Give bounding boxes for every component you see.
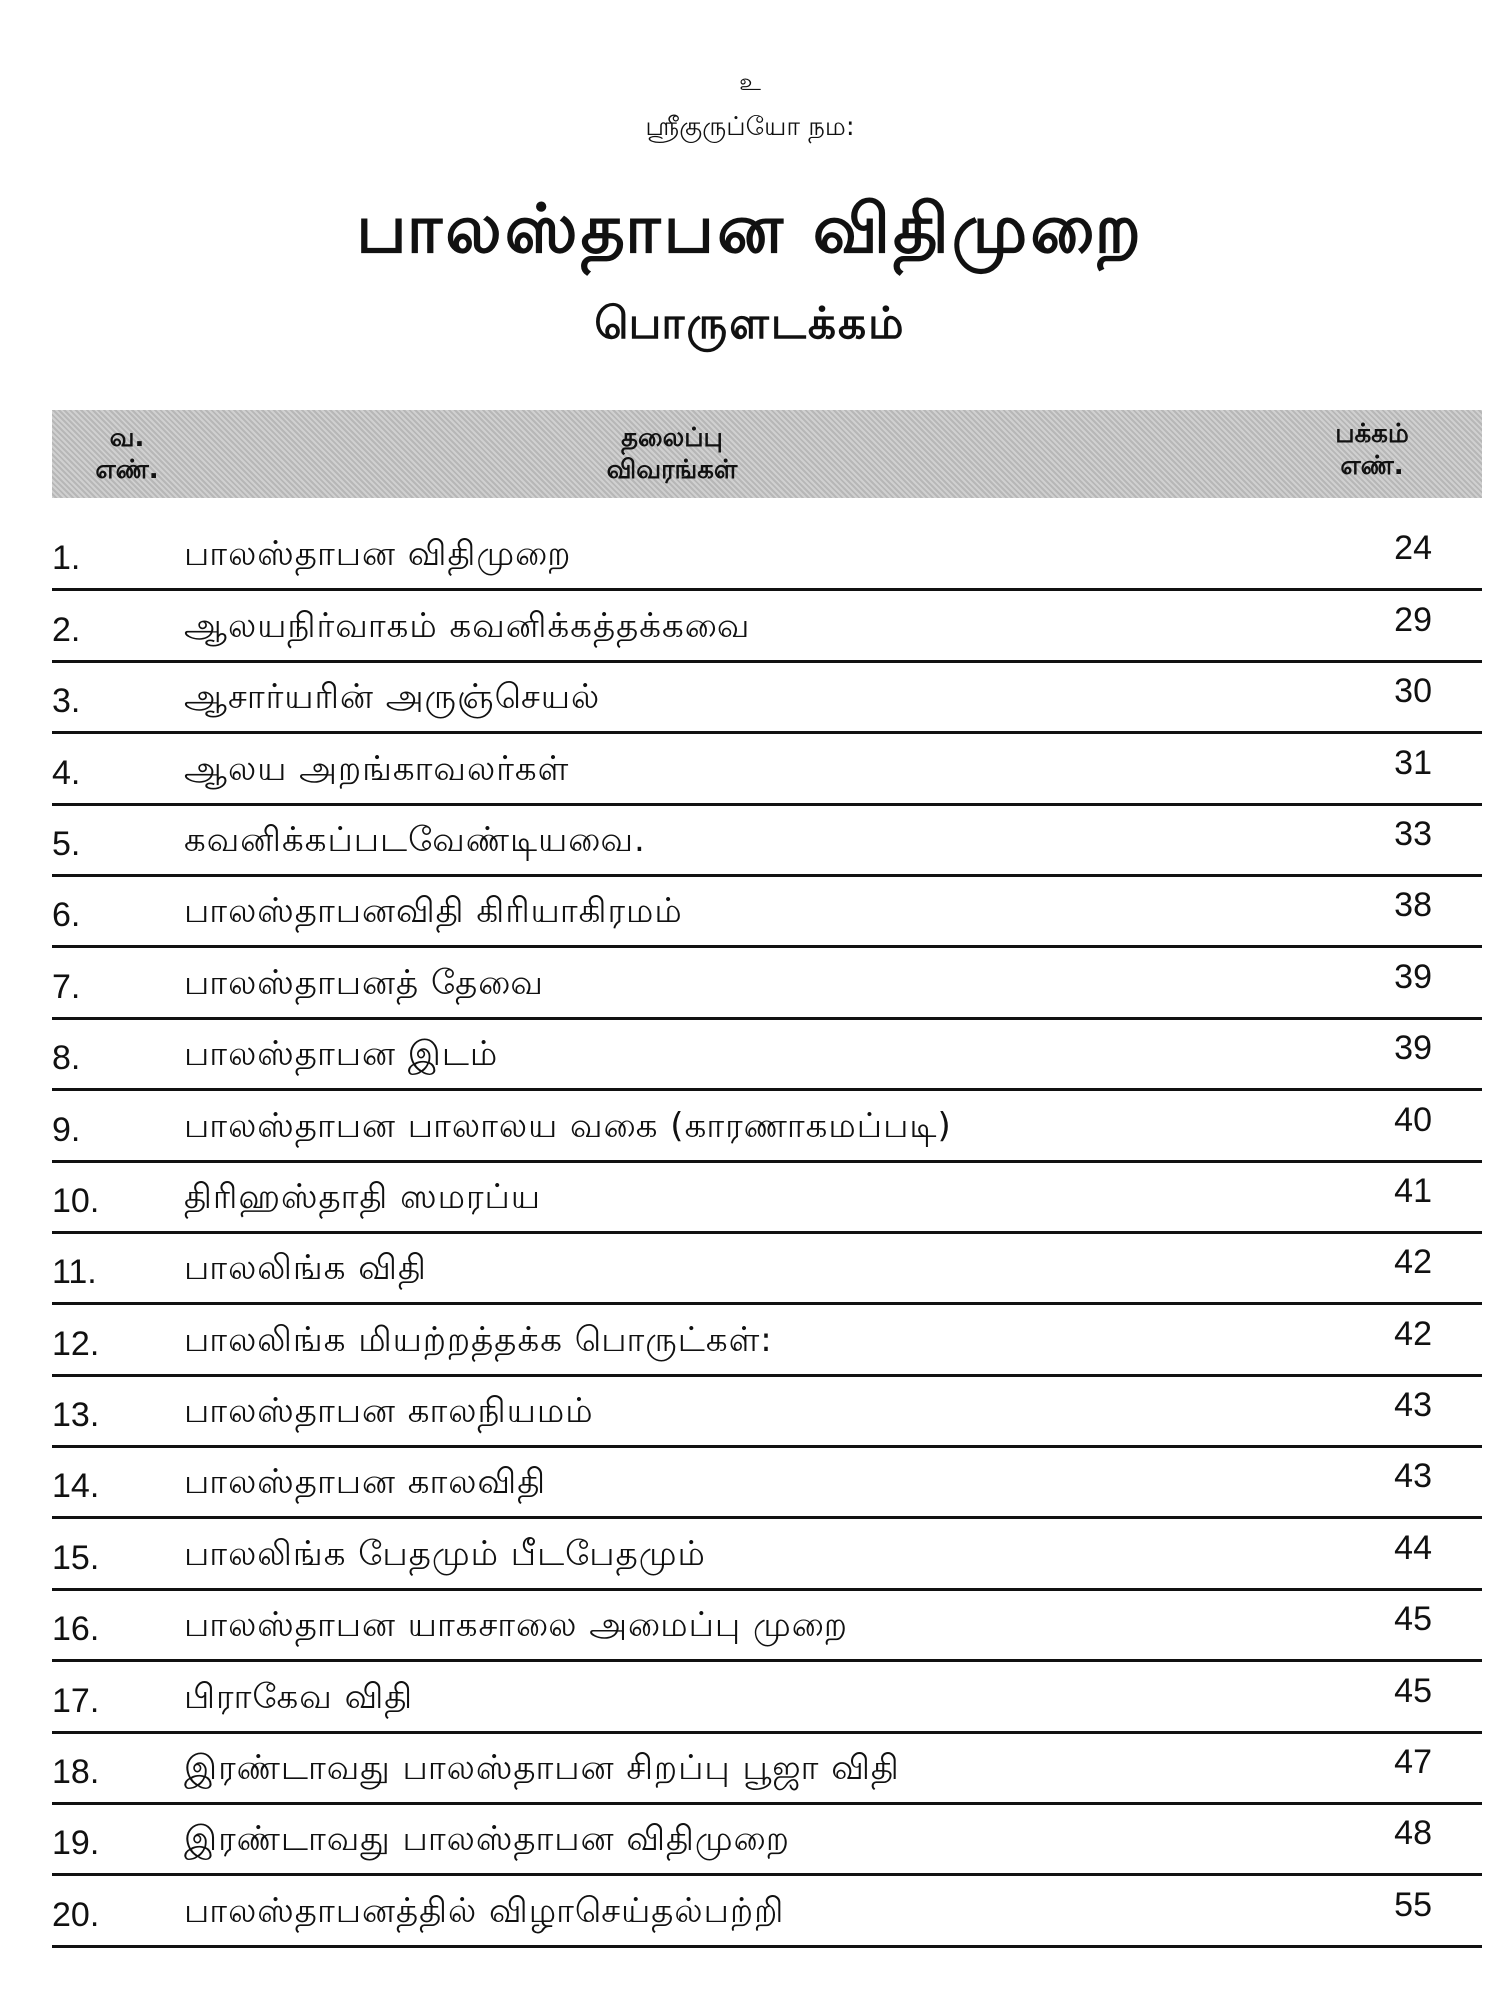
toc-row [52,1163,1482,1234]
toc-entry-page: 41 [1394,1171,1432,1210]
toc-entry-number: 1. [52,539,81,578]
toc-row [52,1020,1482,1091]
toc-entry-number: 17. [52,1681,100,1720]
header-title-line1: தலைப்பு [621,423,723,453]
toc-entry-page: 43 [1394,1386,1432,1425]
toc-entry-page: 38 [1394,886,1432,925]
toc-row [52,520,1482,591]
toc-row [52,877,1482,948]
toc-entry-number: 5. [52,824,81,863]
toc-entry-number: 9. [52,1110,81,1149]
toc-entry-title: பாலஸ்தாபன யாகசாலை அமைப்பு முறை [184,1605,849,1646]
table-header [52,410,1482,498]
toc-entry-page: 29 [1394,600,1432,639]
toc-entry-page: 33 [1394,814,1432,853]
toc-row [52,1234,1482,1305]
toc-row [52,1876,1482,1947]
toc-entry-number: 18. [52,1753,100,1792]
toc-entry-title: ஆசார்யரின் அருஞ்செயல் [184,677,601,718]
toc-entry-page: 45 [1394,1600,1432,1639]
toc-entry-number: 4. [52,753,81,792]
toc-entry-number: 14. [52,1467,100,1506]
toc-entry-page: 31 [1394,743,1432,782]
toc-entry-number: 10. [52,1181,100,1220]
toc-entry-number: 6. [52,896,81,935]
toc-row [52,1662,1482,1733]
toc-entry-title: திரிஹஸ்தாதி ஸமரப்ய [184,1176,541,1217]
toc-entry-title: கவனிக்கப்படவேண்டியவை. [184,819,646,860]
toc-entry-title: பாலஸ்தாபன காலநியமம் [184,1391,594,1432]
toc-entry-page: 39 [1394,957,1432,996]
toc-row [52,1448,1482,1519]
toc-entry-page: 45 [1394,1671,1432,1710]
toc-entry-number: 2. [52,610,81,649]
toc-entry-page: 44 [1394,1528,1432,1567]
toc-entry-number: 20. [52,1895,100,1934]
toc-entry-title: பிராகேவ விதி [184,1676,414,1717]
toc-row [52,806,1482,877]
toc-entry-title: பாலஸ்தாபன விதிமுறை [184,534,572,575]
header-page-column [1272,418,1472,482]
toc-entry-title: ஆலயநிர்வாகம் கவனிக்கத்தக்கவை [184,605,751,646]
toc-entry-title: பாலஸ்தாபனவிதி கிரியாகிரமம் [184,891,683,932]
toc-row [52,1519,1482,1590]
table-of-contents [52,520,1482,1948]
toc-row [52,1305,1482,1376]
header-page-line1: பக்கம் [1335,419,1409,449]
toc-entry-number: 13. [52,1396,100,1435]
toc-entry-page: 47 [1394,1743,1432,1782]
toc-entry-number: 19. [52,1824,100,1863]
toc-row [52,1377,1482,1448]
toc-entry-title: பாலஸ்தாபனத் தேவை [184,962,544,1003]
header-number-line1: வ. [109,423,145,453]
toc-row [52,948,1482,1019]
toc-row [52,734,1482,805]
toc-entry-title: பாலஸ்தாபன காலவிதி [184,1462,547,1503]
toc-entry-page: 39 [1394,1029,1432,1068]
invocation-symbol: உ [739,68,761,96]
toc-entry-title: பாலலிங்க விதி [184,1248,427,1289]
toc-entry-page: 48 [1394,1814,1432,1853]
toc-row [52,1734,1482,1805]
toc-entry-page: 43 [1394,1457,1432,1496]
toc-entry-title: பாலஸ்தாபன இடம் [184,1034,499,1075]
toc-entry-number: 16. [52,1610,100,1649]
toc-entry-page: 42 [1394,1314,1432,1353]
header-title-column [442,422,902,486]
toc-entry-title: இரண்டாவது பாலஸ்தாபன விதிமுறை [184,1819,790,1860]
toc-entry-number: 15. [52,1538,100,1577]
toc-row [52,663,1482,734]
toc-entry-title: பாலலிங்க மியற்றத்தக்க பொருட்கள்: [184,1319,773,1360]
toc-entry-number: 12. [52,1324,100,1363]
toc-entry-number: 8. [52,1039,81,1078]
contents-heading: பொருளடக்கம் [594,298,906,349]
toc-entry-number: 3. [52,682,81,721]
page-title: பாலஸ்தாபன விதிமுறை [356,190,1144,269]
toc-row [52,1591,1482,1662]
toc-row [52,1091,1482,1162]
header-page-line2: எண். [1340,451,1404,481]
toc-entry-page: 55 [1394,1885,1432,1924]
toc-row [52,1805,1482,1876]
toc-entry-page: 40 [1394,1100,1432,1139]
toc-entry-page: 42 [1394,1243,1432,1282]
toc-entry-title: பாலலிங்க பேதமும் பீடபேதமும் [184,1533,706,1574]
toc-entry-title: பாலஸ்தாபன பாலாலய வகை (காரணாகமப்படி) [184,1105,952,1146]
toc-entry-number: 7. [52,967,81,1006]
toc-row [52,591,1482,662]
header-title-line2: விவரங்கள் [606,455,738,485]
invocation-line: ஶ்ரீகுருப்யோ நம: [645,112,855,142]
toc-entry-title: ஆலய அறங்காவலர்கள் [184,748,570,789]
toc-entry-page: 24 [1394,529,1432,568]
toc-entry-title: பாலஸ்தாபனத்தில் விழாசெய்தல்பற்றி [184,1890,785,1931]
toc-entry-title: இரண்டாவது பாலஸ்தாபன சிறப்பு பூஜா விதி [184,1748,900,1789]
toc-entry-number: 11. [52,1253,97,1292]
toc-entry-page: 30 [1394,672,1432,711]
header-number-line2: எண். [95,455,159,485]
header-number-column [72,422,182,486]
